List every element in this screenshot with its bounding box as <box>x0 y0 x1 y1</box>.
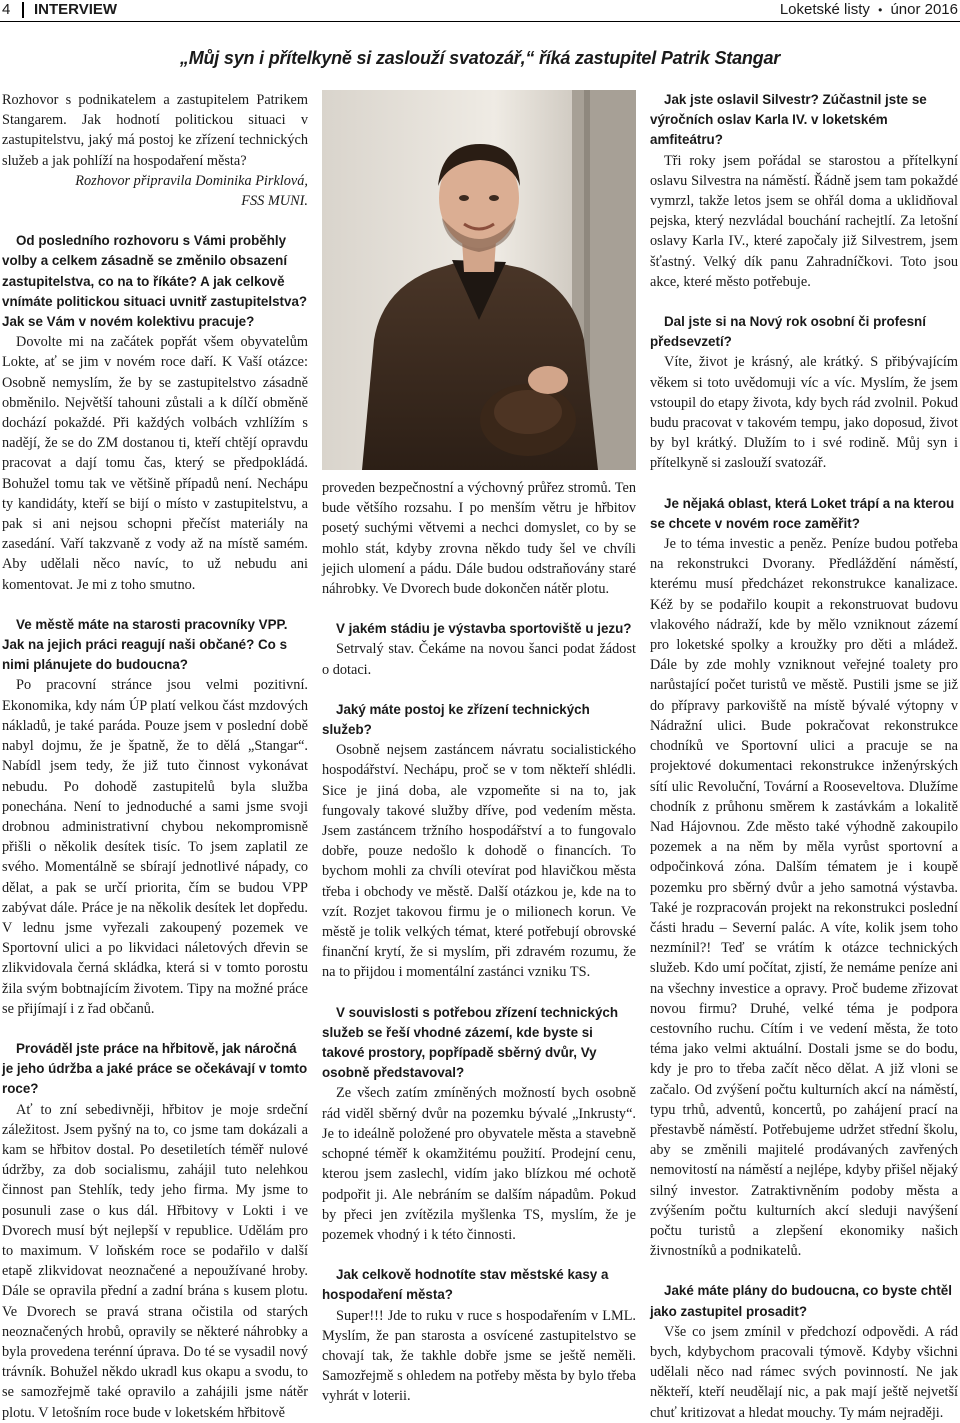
interview-answer: Je to téma investic a peněz. Peníze budou potřeba na rekonstrukci Dvorany. Předláždění náměstí, kterému musí předcházet rekonstrukce kanalizace. Kéž by se podařilo koupit a rekonstruovat budovu vlakového nádraží, kde by mělo vzniknout zázemí pro loketské spolky a kroužky pro děti a mládež. Dále by zde mohly vzniknout veřejné toalety pro narůstající počet turistů ve městě. Pustili jsme se již do přípravy parkoviště na místě bývalé výtopny v Nádražní ulici. Bude pokračovat rekonstrukce chodníků ve Sportovní ulici a pracuje se na projektové dokumentaci rekonstrukce inženýrských sítí ulic Revoluční, Tovární a Rooseveltova. Dlužíme chodník z průhonu směrem k zastávkám a lokalitě Nad Hájovnou. Zde město také výhodně zakoupilo pozemek a na něm by měla vyrůst sportovní a odpočinková zóna. Dalším tématem je i koupě pozemku pro sběrný dvůr a jeho samotná výstavba. Také je rozpracován projekt na rekonstrukci poslední části hradu – Severní palác. A víte, kolik jsem toho nezmínil?! Teď se vrátím k otázce technických služeb. Kdo umí počítat, zjistí, že nemáme peníze ani na všechny investice a opravy. Proč budeme zřizovat novou firmu? Druhé, velké téma je podpora cestovního ruchu. Cítím i ve vedení města, že toto téma jako velmi aktuální. Dostali jsme se do bodu, kdy je pro to třeba začít něco dělat. A již vloni se začalo. Od zvýšení počtu kulturních akcí na náměstí, typu trhů, adventů, koncertů, po zahájení prací na přestavbě náměstí. Potřebujeme udržet střední školu, aby se změnili majitelé prodávaných zavřených nemovitostí na náměstí a nejlépe, kdyby přišel nějaký silný investor. Zatraktivněním podoby města a zvýšením počtu kulturních akcí sleduji navýšení počtu turistů a zlepšení ekonomiky našich živnostníků a podnikatelů. <box>650 536 958 1260</box>
interview-question: Dal jste si na Nový rok osobní či profesní předsevzetí? <box>650 314 926 350</box>
interview-question: Jak celkově hodnotíte stav městské kasy a hospodaření města? <box>322 1267 609 1303</box>
section-label: INTERVIEW <box>34 1 118 18</box>
interview-answer: Setrvalý stav. Čekáme na novou šanci podat žádost o dotaci. <box>322 641 636 678</box>
article-column-2 <box>322 478 636 1405</box>
header-rule <box>0 21 960 22</box>
page-header <box>0 0 960 22</box>
portrait-photo-icon <box>322 90 636 470</box>
interview-answer: Po pracovní stránce jsou velmi pozitivní. Ekonomika, kdy nám ÚP platí velkou část mzdových nákladů, je také paráda. Pouze jsem v poslední době nabyl dojmu, že je špatně, že to dělá „Stangar“. Nabídl jsem tedy, že již tuto činnost vykonávat nebudu. Po dohodě zastupitelů byla služba ponechána. Není to jednoduché a sami jsme svoji drobnou administrativní chybou nekompromisně přišli o několik desítek tisíc. To jsem zaplatil ze svého. Momentálně se sbírají jednotlivé nápady, co dělat, a pak se určí priorita, čím se budou VPP zabývat dále. Práce je na několik desítek let dopředu. V lednu jsme vyřezali zakoupený pozemek ve Sportovní ulici a po likvidaci náletových dřevin se zlikvidovala černá skládka, která si v tomto porostu žila svým bobtnajícím životem. Tipy na možné práce se přijímají i z řad občanů. <box>2 677 308 1017</box>
interview-answer: Ze všech zatím zmíněných možností bych osobně rád viděl sběrný dvůr na pozemku bývalé „Inkrusty“. Je to ideálně položené pro obyvatele města a stavebně schopné téměř k okamžitému použití. Prodejní cenu, kterou jsem zaslechl, vidím jako blízkou mé ochotě podpořit ji. Ale nebráním se dalším nápadům. Pokud by přeci jen zvítězila myšlenka TS, myslím, že je pozemek vhodný i k této činnosti. <box>322 1085 636 1243</box>
publication-name: Loketské listy <box>779 1 870 18</box>
byline-affiliation: FSS MUNI. <box>241 193 308 210</box>
portrait-photo <box>322 90 636 470</box>
header-divider <box>22 2 24 18</box>
interview-answer: Dovolte mi na začátek popřát všem obyvatelům Lokte, ať se jim v novém roce daří. K Vaší otázce: Osobně nemyslím, že by se zastupitelstvo zásadně obměnilo. Největší tahouni zůstali a k dílčí obměně dochází pokaždé. Při každých volbách vzhlížím s nadějí, že se do ZM dostanou ti, kteří chtějí opravdu pracovat a dají tomu čas, který se předpokládá. Bohužel tomu tak ve většině případů není. Nechápu ty kandidáty, kteří se bijí o místo v zastupitelstvu, a pak si ani nejsou schopni přečíst materiály na zasedání. Vaří takzvaně z vody až na místě samém. Aby udělali něco navíc, to už nebudu ani komentovat. Je mi z toho smutno. <box>2 334 308 593</box>
interview-question: V souvislosti s potřebou zřízení technických služeb se řeší vhodné zázemí, kde byste si takové prostory, popřípadě sběrný dvůr, Vy osobně představoval? <box>322 1004 619 1081</box>
article-intro: Rozhovor s podnikatelem a zastupitelem Patrikem Stangarem. Jak hodnotí politickou situaci v zastupitelstvu, jaký má postoj ke zřízení technických služeb a jak pohlíží na hospodaření města? <box>2 92 308 169</box>
issue-date: únor 2016 <box>890 1 958 18</box>
article-headline: „Můj syn i přítelkyně si zaslouží svatozář,“ říká zastupitel Patrik Stangar <box>179 48 781 68</box>
publication-info <box>780 1 958 18</box>
interview-answer: Víte, život je krásný, ale krátký. S přibývajícím věkem si toto uvědomuji víc a víc. Myslím, že jsem vstoupil do etapy života, kdy bych rád zvolnil. Pokud budu pracovat v takovém tempu, jako doposud, život by byl krátký. Dlužím to i své rodině. Můj syn i přítelkyně si zaslouží svatozář. <box>650 354 958 472</box>
interview-question: V jakém stádiu je výstavba sportoviště u jezu? <box>336 621 632 637</box>
interview-answer: Tři roky jsem pořádal se starostou a přítelkyní oslavu Silvestra na náměstí. Řádně jsem tam pokaždé vymrzl, takže letos jsem se ohřál doma a uklidňoval pejska, který nezvládal bouchání rachejtlí. Za letošní oslavy Karla IV., které započaly již Silvestrem, jsem šťastný. Velký dík panu Zahradníčkovi. Toto jsou akce, které město potřebuje. <box>650 152 958 290</box>
interview-answer: Ať to zní sebedivněji, hřbitov je moje srdeční záležitost. Jsem pyšný na to, co jsme tam dokázali a kam se hřbitov dostal. Po desetiletích téměř nulové údržby, za dob socialismu, zahájil tuto nelehkou činnost pan Stehlík, tedy jeho firma. My jsme to posunuli zase o kus dál. Hřbitovy v Lokti i ve Dvorech musí být nejlepší v republice. Udělám pro to maximum. V loňském roce se podařilo v další etapě zlikvidovat neoznačené a nepoužívané hroby. Dále se opravila přední a zadní brána s kusem plotu. Ve Dvorech se pravá strana očistila od starých neoznačených hrobů, opravily se některé náhrobky a byla provedena terénní úprava. Do té se vysadil nový trávník. Bohužel někdo ukradl kus okapu a svodu, to se samozřejmě také opravilo a zahájili jsme nátěr plotu. V letošním roce bude v loketském hřbitově <box>2 1101 308 1421</box>
interview-question: Prováděl jste práce na hřbitově, jak náročná je jeho údržba a jaké práce se očekávají v tomto roce? <box>2 1040 308 1097</box>
interview-answer: Vše co jsem zmínil v předchozí odpovědi. A rád bych, kdybychom pracovali týmově. Kdyby všichni udělali něco nad rámec svých povinností. Ne jak někteří, kteří neudělají nic, a pak mají ještě nejvetší chuť kritizovat a hledat mouchy. Ty mám nejraději. <box>650 1323 958 1421</box>
interview-answer-continued: proveden bezpečnostní a výchovný průřez stromů. Ten bude většího rozsahu. I po menším větru je hřbitov posetý suchými větvemi a nechci domyslet, co by se mohlo stát, kdyby zrovna někdo tudy šel ve chvíli jejich ulomení a pádu. Dále budou odstraňovány staré náhrobky. Ve Dvorech bude dokončen nátěr plotu. <box>322 480 636 598</box>
interview-answer: Super!!! Jde to ruku v ruce s hospodařením v LML. Myslím, že pan starosta a osvícené zastupitelstvo se chovají tak, že takhle dobře jsme se ještě neměli. Samozřejmě s ohledem na potřeby města by bylo třeba vyhrát v loterii. <box>322 1307 636 1405</box>
interview-answer: Osobně nejsem zastáncem návratu socialistického hospodářství. Nechápu, proč se v tom někteří shlédli. Sice je jiná doba, ale vzpomeňte si na to, jak fungovaly takové služby dříve, pod vedením města. Jsem zastáncem tržního hospodářství a to fungovalo dobře, pouze nedošlo k dohodě o financích. To bychom mohli za chvíli otevírat pod hlavičkou města třeba i obchody ve městě. Další otázkou je, kde na to vzít. Rozjet takovou firmu je o milionech korun. Ve městě je tolik velkých témat, které potřebují obrovské finanční krytí, že si myslím, při zdravém rozumu, že na to přijdou i momentální zastánci vzniku TS. <box>322 742 636 981</box>
interview-question: Jaký máte postoj ke zřízení technických služeb? <box>322 701 590 738</box>
article-column-1 <box>2 90 308 1421</box>
bullet-separator: • <box>878 3 883 17</box>
page-number: 4 <box>2 1 11 18</box>
interview-question: Ve městě máte na starosti pracovníky VPP. Jak na jejich práci reagují naši občané? Co s nimi plánujete do budoucna? <box>2 616 288 673</box>
interview-question: Jak jste oslavil Silvestr? Zúčastnil jste se výročních oslav Karla IV. v loketském amfiteátru? <box>650 92 927 148</box>
article-column-3 <box>650 90 958 1421</box>
byline-author: Rozhovor připravila Dominika Pirklová, <box>75 172 308 189</box>
interview-question: Je nějaká oblast, která Loket trápí a na kterou se chcete v novém roce zaměřit? <box>650 495 955 531</box>
interview-question: Od posledního rozhovoru s Vámi proběhly volby a celkem zásadně se změnilo obsazení zastupitelstva, co na to říkáte? A jak celkově vnímáte politickou situaci uvnitř zastupitelstva? Jak se Vám v novém kolektivu pracuje? <box>2 233 308 330</box>
interview-question: Jaké máte plány do budoucna, co byste chtěl jako zastupitel prosadit? <box>650 1283 952 1319</box>
